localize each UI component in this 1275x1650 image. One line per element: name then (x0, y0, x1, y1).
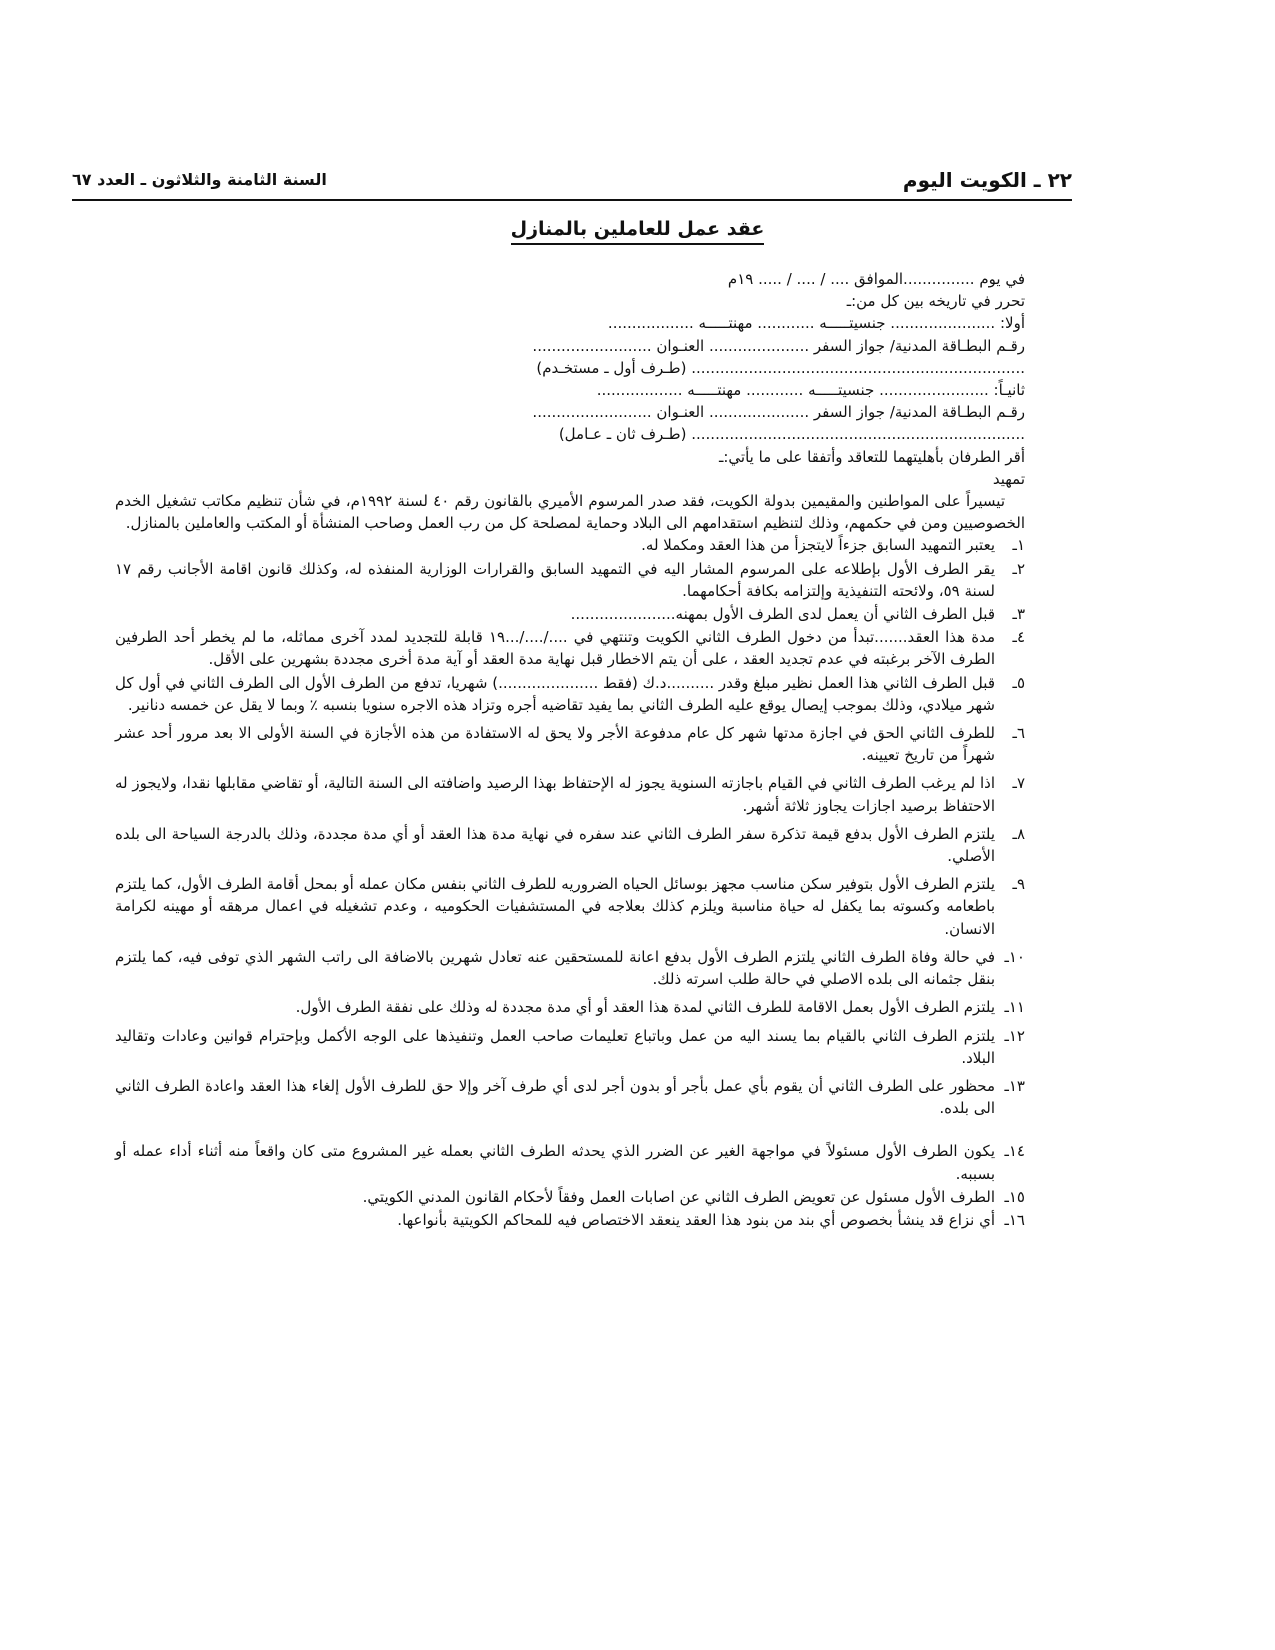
clause-number: ١٤ـ (1004, 1142, 1025, 1161)
clause-text: للطرف الثاني الحق في اجازة مدتها شهر كل عام مدفوعة الأجر ولا يحق له الاستفادة من هذه الأجازة في السنة الأولى الا بعد مرور أحد عشر شهراً من تاريخ تعيينه. (115, 724, 995, 765)
clause-number: ١٥ـ (1004, 1187, 1025, 1206)
clause-text: يلتزم الطرف الأول بعمل الاقامة للطرف الثاني لمدة هذا العقد أو أي مدة مجددة له وذلك على نفقة الطرف الأول. (295, 998, 995, 1017)
clause-item (115, 603, 1025, 625)
preamble-heading: تمهيد (992, 469, 1025, 488)
clause-text: أي نزاع قد ينشأ بخصوص أي بند من بنود هذا العقد ينعقد الاختصاص فيه للمحاكم الكويتية بأنواعها. (397, 1210, 995, 1229)
clause-item (115, 873, 1025, 940)
first-party-line: أولا: ...................... جنسيتـــــه ............ مهنتـــــه .................. (607, 314, 1025, 333)
clause-number: ٢ـ (1012, 559, 1025, 578)
clause-text: يعتبر التمهيد السابق جزءاً لايتجزأ من هذا العقد ومكملا له. (641, 536, 995, 555)
second-party-role-line: ...................................................................... (طـرف ثان ـ عـامل) (558, 425, 1025, 444)
clause-text: يلتزم الطرف الأول بتوفير سكن مناسب مجهز بوسائل الحياه الضروريه للطرف الثاني بنفس مكان عمله أو بمحل أقامة الطرف الأول، كما يلتزم باطعامه وكسوته بما يكفل له حياة مناسبة ويلزم كذلك بعلاجه في المستشفيات الحكوميه ، وعدم تشغيله في اعمال مرهقه أو مهينه لكرامة الانسان. (115, 875, 995, 938)
clause-number: ١١ـ (1004, 998, 1025, 1017)
date-line: في يوم ...............الموافق .... / .... / ..... ١٩م (727, 270, 1025, 288)
issue-label: السنة الثامنة والثلاثون ـ العدد ٦٧ (72, 170, 327, 189)
clause-item (115, 558, 1025, 602)
section-gap (115, 1119, 1025, 1139)
contract-body (115, 268, 1025, 1231)
clause-item (115, 1025, 1025, 1069)
clause-number: ٩ـ (1012, 875, 1025, 894)
clause-text: في حالة وفاة الطرف الثاني يلتزم الطرف الأول بدفع اعانة للمستحقين عنه تعادل شهرين بالاضافة الى راتب الشهر الذي توفى فيه، كما يلتزم بنقل جثمانه الى بلده الاصلي في حالة طلب اسرته ذلك. (115, 947, 995, 989)
clause-text: قبل الطرف الثاني هذا العمل نظير مبلغ وقدر ..........د.ك (فقط .....................) شهريا، تدفع من الطرف الأول الى الطرف الثاني في أول كل شهر ميلادي، وذلك بموجب إيصال يوقع عليه الطرف الثاني بما يفيد تقاضيه أجره وتزاد هذه الاجره سنويا بنسبه ٪ وبما لا يقل عن خمسه دنانير. (114, 673, 995, 714)
clause-number: ٥ـ (1012, 673, 1025, 692)
clause-number: ٣ـ (1012, 605, 1025, 624)
clause-number: ١ـ (1012, 536, 1025, 555)
clause-item (115, 722, 1025, 766)
clause-text: الطرف الأول مسئول عن تعويض الطرف الثاني عن اصابات العمل وفقاً لأحكام القانون المدني الكويتي. (362, 1187, 995, 1206)
document-title: عقد عمل للعاملين بالمنازل (0, 218, 1275, 240)
clause-item (115, 1075, 1025, 1119)
clause-item (115, 996, 1025, 1018)
clause-text: يلتزم الطرف الثاني بالقيام بما يسند اليه من عمل وباتباع تعليمات صاحب العمل وتنفيذها على الوجه الأكمل وبإحترام قوانين وعادات وتقاليد البلاد. (115, 1026, 995, 1067)
clause-text: قبل الطرف الثاني أن يعمل لدى الطرف الأول بمهنه...................... (570, 605, 995, 624)
clause-item (115, 1209, 1025, 1231)
running-header (72, 168, 1072, 198)
clause-item (115, 626, 1025, 670)
clause-number: ٨ـ (1012, 824, 1025, 843)
clause-number: ٦ـ (1012, 724, 1025, 743)
preamble-text: تيسيراً على المواطنين والمقيمين بدولة الكويت، فقد صدر المرسوم الأميري بالقانون رقم ٤٠ لسنة ١٩٩٢م، في شأن تنظيم مكاتب تشغيل الخدم الخصوصيين ومن في حكمهم، وذلك لتنظيم استقدامهم الى البلاد وحماية لمصلحة كل من رب العمل وصاحب المنشأة أو المكتب والعاملين بالمنازل. (115, 492, 1025, 533)
clause-item (115, 823, 1025, 867)
clause-number: ٤ـ (1012, 628, 1025, 647)
clause-number: ١٦ـ (1004, 1210, 1025, 1229)
first-party-role-line: ...................................................................... (طـرف أول ـ مستخـدم) (536, 358, 1025, 377)
drafted-line: تحرر في تاريخه بين كل من:ـ (846, 292, 1025, 311)
clause-number: ٧ـ (1012, 774, 1025, 793)
clause-text: مدة هذا العقد.......تبدأ من دخول الطرف الثاني الكويت وتنتهي في ..../..../...١٩ قابلة للتجديد لمدد آخرى مماثله، ما لم يخطر أحد الطرفين الطرف الآخر برغبته في عدم تجديد العقد ، على أن يتم الاخطار قبل نهاية مدة العقد أو آية مدة أخرى مجددة بشهرين على الأقل. (115, 628, 995, 669)
clause-item (115, 772, 1025, 816)
clause-item (115, 672, 1025, 716)
clause-item (115, 1140, 1025, 1184)
clause-number: ١٠ـ (1004, 947, 1025, 966)
page-label: ٢٢ ـ الكويت اليوم (902, 168, 1072, 192)
second-party-id-line: رقـم البطـاقة المدنية/ جواز السفر ..................... العنـوان ......................... (532, 403, 1025, 422)
clause-item (115, 946, 1025, 990)
clause-number: ١٣ـ (1004, 1076, 1025, 1095)
clause-text: محظور على الطرف الثاني أن يقوم بأي عمل بأجر أو بدون أجر لدى أي طرف آخر وإلا حق للطرف الأول إلغاء هذا العقد واعادة الطرف الثاني الى بلده. (115, 1076, 995, 1118)
clause-item (115, 1186, 1025, 1208)
header-divider (72, 199, 1072, 201)
acknowledge-line: أقر الطرفان بأهليتهما للتعاقد وأتفقا على ما يأتي:ـ (718, 447, 1025, 466)
clause-text: يلتزم الطرف الأول بدفع قيمة تذكرة سفر الطرف الثاني عند سفره في نهاية مدة هذا العقد أو أي مدة مجددة، وذلك بالدرجة السياحة الى بلده الأصلي. (115, 824, 995, 866)
clause-item (115, 534, 1025, 556)
clause-number: ١٢ـ (1004, 1026, 1025, 1045)
clause-text: يكون الطرف الأول مسئولاً في مواجهة الغير عن الضرر الذي يحدثه الطرف الثاني بعمله غير المشروع متى كان واقعاً منه أثناء أداء عمله أو بسببه. (115, 1142, 995, 1183)
clause-text: اذا لم يرغب الطرف الثاني في القيام باجازته السنوية يجوز له الإحتفاظ بهذا الرصيد واضافته الى السنة التالية، أو تقاضي مقابلها نقدا، ولايجوز له الاحتفاظ برصيد اجازات يجاوز ثلاثة أشهر. (115, 774, 995, 815)
clause-text: يقر الطرف الأول بإطلاعه على المرسوم المشار اليه في التمهيد السابق والقرارات الوزارية المنفذه له، وكذلك قانون اقامة الأجانب رقم ١٧ لسنة ٥٩، ولائحته التنفيذية وإلتزامه بكافة أحكامهما. (115, 559, 995, 600)
first-party-id-line: رقـم البطـاقة المدنية/ جواز السفر ..................... العنـوان ......................... (532, 336, 1025, 355)
clause-list (115, 534, 1025, 1231)
second-party-line: ثانيـاً: ....................... جنسيتـــــه ............ مهنتـــــه .................. (596, 381, 1025, 400)
